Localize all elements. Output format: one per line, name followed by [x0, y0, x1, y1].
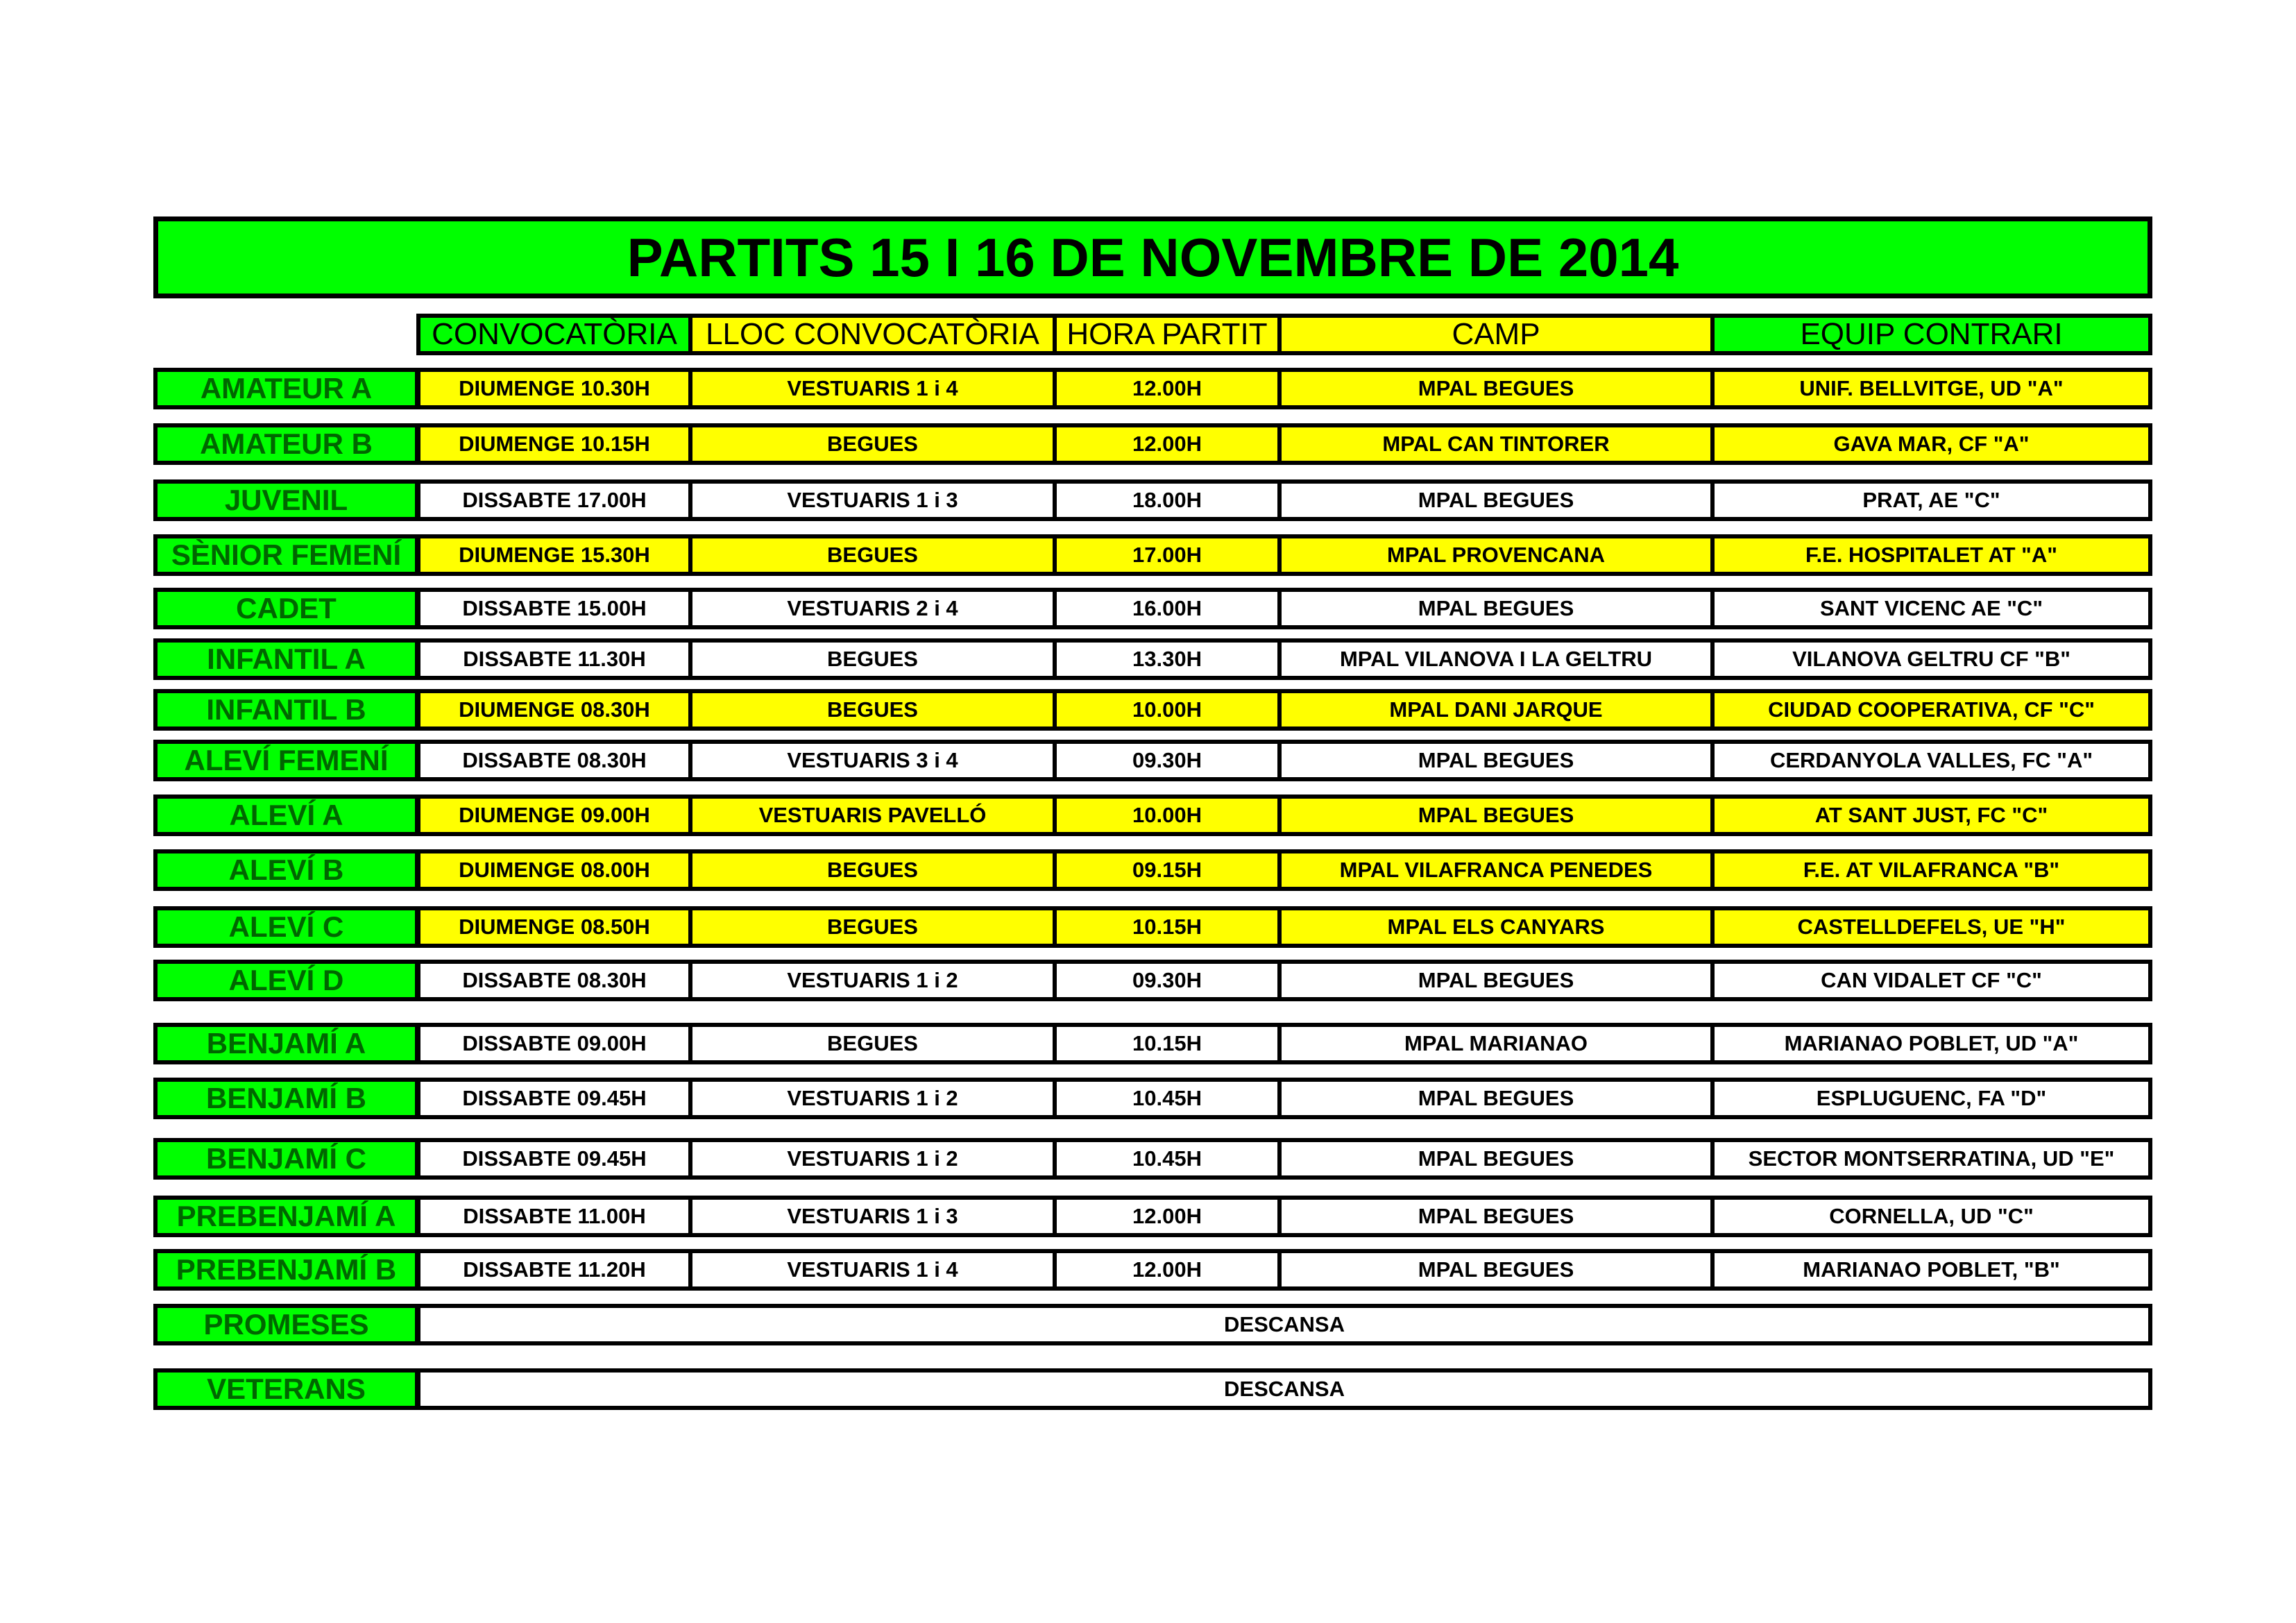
team-name: INFANTIL B: [153, 689, 419, 731]
rest-cell: DESCANSA: [416, 1304, 2152, 1345]
match-time-cell: 09.30H: [1053, 960, 1282, 1001]
team-name: PREBENJAMÍ A: [153, 1196, 419, 1237]
column-header-label: CAMP: [1452, 317, 1540, 351]
team-name: PREBENJAMÍ B: [153, 1249, 419, 1291]
column-header: [1053, 314, 1282, 355]
match-time-cell: 10.15H: [1053, 1023, 1282, 1064]
meeting-place-cell: VESTUARIS PAVELLÓ: [688, 794, 1057, 836]
field-cell: MPAL VILANOVA I LA GELTRU: [1277, 638, 1715, 680]
call-time-cell: DIUMENGE 08.30H: [416, 689, 692, 731]
column-header: [1710, 314, 2152, 355]
team-name: PROMESES: [153, 1304, 419, 1345]
match-time-cell: 18.00H: [1053, 479, 1282, 521]
meeting-place-cell: VESTUARIS 1 i 3: [688, 479, 1057, 521]
call-time-cell: DIUMENGE 10.15H: [416, 423, 692, 465]
field-cell: MPAL VILAFRANCA PENEDES: [1277, 849, 1715, 891]
meeting-place-cell: VESTUARIS 1 i 2: [688, 1138, 1057, 1180]
opponent-cell: SECTOR MONTSERRATINA, UD "E": [1710, 1138, 2152, 1180]
call-time-cell: DISSABTE 15.00H: [416, 588, 692, 629]
team-name: AMATEUR A: [153, 368, 419, 409]
match-time-cell: 09.15H: [1053, 849, 1282, 891]
field-cell: MPAL BEGUES: [1277, 1078, 1715, 1119]
team-name: CADET: [153, 588, 419, 629]
opponent-cell: MARIANAO POBLET, "B": [1710, 1249, 2152, 1291]
call-time-cell: DISSABTE 08.30H: [416, 960, 692, 1001]
meeting-place-cell: BEGUES: [688, 1023, 1057, 1064]
opponent-cell: PRAT, AE "C": [1710, 479, 2152, 521]
field-cell: MPAL DANI JARQUE: [1277, 689, 1715, 731]
call-time-cell: DISSABTE 11.20H: [416, 1249, 692, 1291]
call-time-cell: DISSABTE 17.00H: [416, 479, 692, 521]
match-time-cell: 12.00H: [1053, 368, 1282, 409]
page-title: PARTITS 15 I 16 DE NOVEMBRE DE 2014: [153, 216, 2152, 298]
team-name: SÈNIOR FEMENÍ: [153, 534, 419, 576]
match-time-cell: 12.00H: [1053, 1196, 1282, 1237]
match-time-cell: 09.30H: [1053, 740, 1282, 781]
field-cell: MPAL BEGUES: [1277, 1249, 1715, 1291]
call-time-cell: DISSABTE 09.00H: [416, 1023, 692, 1064]
column-header-label: LLOC CONVOCATÒRIA: [706, 317, 1039, 351]
opponent-cell: F.E. HOSPITALET AT "A": [1710, 534, 2152, 576]
opponent-cell: CORNELLA, UD "C": [1710, 1196, 2152, 1237]
team-name: ALEVÍ FEMENÍ: [153, 740, 419, 781]
meeting-place-cell: BEGUES: [688, 689, 1057, 731]
call-time-cell: DISSABTE 11.00H: [416, 1196, 692, 1237]
match-time-cell: 12.00H: [1053, 1249, 1282, 1291]
field-cell: MPAL BEGUES: [1277, 368, 1715, 409]
column-header-label: CONVOCATÒRIA: [432, 317, 677, 351]
meeting-place-cell: BEGUES: [688, 906, 1057, 948]
meeting-place-cell: VESTUARIS 1 i 2: [688, 1078, 1057, 1119]
field-cell: MPAL ELS CANYARS: [1277, 906, 1715, 948]
call-time-cell: DIUMENGE 08.50H: [416, 906, 692, 948]
column-header: [1277, 314, 1715, 355]
opponent-cell: CERDANYOLA VALLES, FC "A": [1710, 740, 2152, 781]
field-cell: MPAL BEGUES: [1277, 1196, 1715, 1237]
meeting-place-cell: BEGUES: [688, 423, 1057, 465]
opponent-cell: VILANOVA GELTRU CF "B": [1710, 638, 2152, 680]
team-name: ALEVÍ C: [153, 906, 419, 948]
opponent-cell: SANT VICENC AE "C": [1710, 588, 2152, 629]
call-time-cell: DIUMENGE 15.30H: [416, 534, 692, 576]
opponent-cell: F.E. AT VILAFRANCA "B": [1710, 849, 2152, 891]
opponent-cell: AT SANT JUST, FC "C": [1710, 794, 2152, 836]
team-name: ALEVÍ D: [153, 960, 419, 1001]
match-time-cell: 10.00H: [1053, 794, 1282, 836]
meeting-place-cell: BEGUES: [688, 534, 1057, 576]
call-time-cell: DISSABTE 11.30H: [416, 638, 692, 680]
team-name: VETERANS: [153, 1368, 419, 1410]
match-time-cell: 17.00H: [1053, 534, 1282, 576]
team-name: BENJAMÍ C: [153, 1138, 419, 1180]
opponent-cell: CIUDAD COOPERATIVA, CF "C": [1710, 689, 2152, 731]
match-time-cell: 13.30H: [1053, 638, 1282, 680]
field-cell: MPAL CAN TINTORER: [1277, 423, 1715, 465]
call-time-cell: DISSABTE 09.45H: [416, 1138, 692, 1180]
meeting-place-cell: VESTUARIS 2 i 4: [688, 588, 1057, 629]
field-cell: MPAL BEGUES: [1277, 794, 1715, 836]
meeting-place-cell: VESTUARIS 3 i 4: [688, 740, 1057, 781]
column-header-label: EQUIP CONTRARI: [1800, 317, 2063, 351]
field-cell: MPAL BEGUES: [1277, 1138, 1715, 1180]
team-name: BENJAMÍ A: [153, 1023, 419, 1064]
match-time-cell: 10.15H: [1053, 906, 1282, 948]
team-name: INFANTIL A: [153, 638, 419, 680]
column-header-label: HORA PARTIT: [1066, 317, 1268, 351]
match-time-cell: 10.45H: [1053, 1078, 1282, 1119]
meeting-place-cell: VESTUARIS 1 i 4: [688, 1249, 1057, 1291]
meeting-place-cell: VESTUARIS 1 i 4: [688, 368, 1057, 409]
meeting-place-cell: VESTUARIS 1 i 3: [688, 1196, 1057, 1237]
call-time-cell: DUIMENGE 08.00H: [416, 849, 692, 891]
column-header: [688, 314, 1057, 355]
team-name: ALEVÍ A: [153, 794, 419, 836]
team-name: AMATEUR B: [153, 423, 419, 465]
field-cell: MPAL BEGUES: [1277, 479, 1715, 521]
opponent-cell: CAN VIDALET CF "C": [1710, 960, 2152, 1001]
call-time-cell: DIUMENGE 09.00H: [416, 794, 692, 836]
team-name: BENJAMÍ B: [153, 1078, 419, 1119]
field-cell: MPAL MARIANAO: [1277, 1023, 1715, 1064]
field-cell: MPAL PROVENCANA: [1277, 534, 1715, 576]
match-time-cell: 10.00H: [1053, 689, 1282, 731]
field-cell: MPAL BEGUES: [1277, 740, 1715, 781]
opponent-cell: UNIF. BELLVITGE, UD "A": [1710, 368, 2152, 409]
call-time-cell: DISSABTE 09.45H: [416, 1078, 692, 1119]
call-time-cell: DIUMENGE 10.30H: [416, 368, 692, 409]
column-header: [416, 314, 692, 355]
field-cell: MPAL BEGUES: [1277, 588, 1715, 629]
meeting-place-cell: BEGUES: [688, 849, 1057, 891]
opponent-cell: CASTELLDEFELS, UE "H": [1710, 906, 2152, 948]
match-time-cell: 12.00H: [1053, 423, 1282, 465]
call-time-cell: DISSABTE 08.30H: [416, 740, 692, 781]
team-name: ALEVÍ B: [153, 849, 419, 891]
match-time-cell: 16.00H: [1053, 588, 1282, 629]
field-cell: MPAL BEGUES: [1277, 960, 1715, 1001]
opponent-cell: ESPLUGUENC, FA "D": [1710, 1078, 2152, 1119]
opponent-cell: GAVA MAR, CF "A": [1710, 423, 2152, 465]
meeting-place-cell: BEGUES: [688, 638, 1057, 680]
meeting-place-cell: VESTUARIS 1 i 2: [688, 960, 1057, 1001]
opponent-cell: MARIANAO POBLET, UD "A": [1710, 1023, 2152, 1064]
team-name: JUVENIL: [153, 479, 419, 521]
rest-cell: DESCANSA: [416, 1368, 2152, 1410]
match-time-cell: 10.45H: [1053, 1138, 1282, 1180]
